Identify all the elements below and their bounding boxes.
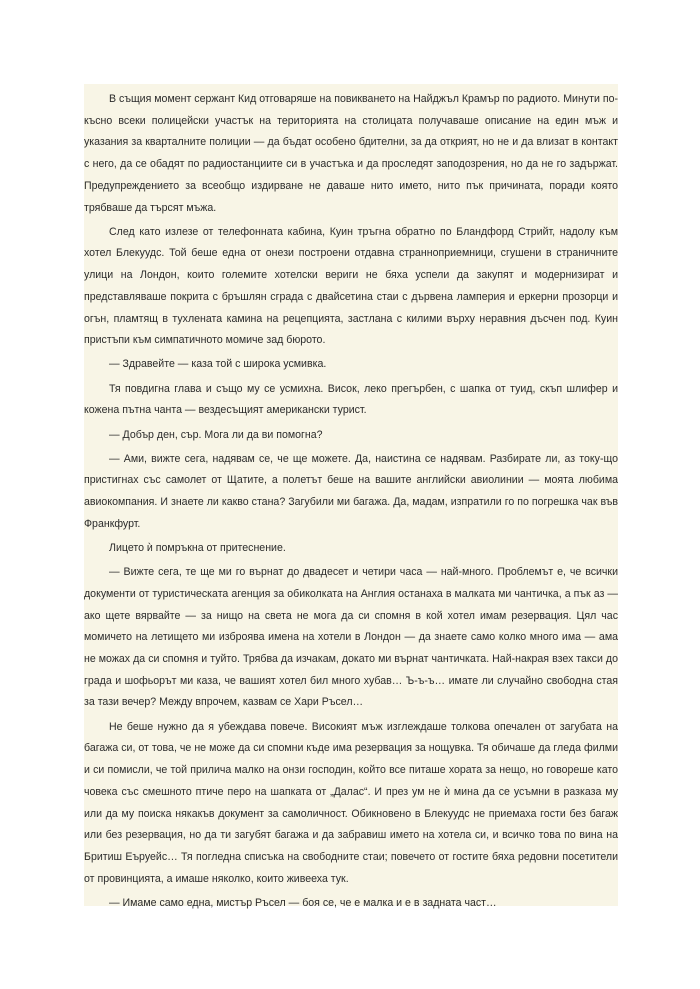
paragraph: — Вижте сега, те ще ми го върнат до двадесет и четири часа — най-много. Проблемът е, че всички документи от туристическата агенция за обиколката на Англия останаха в малката ми чантичка, а пък аз — ако щете вярвайте — за нищо на света не мога да си спомня в кой хотел имам резервация. Цял час момичето на летището ми изброява имена на хотели в Лондон — да знаете само колко много има — ама не можах да си спомня и туйто. Трябва да изчакам, докато ми върнат чантичката. Най-накрая взех такси до града и шофьорът ми каза, че вашият хотел бил много хубав… Ъ-ъ-ъ… имате ли случайно свободна стая за тази вечер? Между впрочем, казвам се Хари Ръсел… xyxy=(84,566,618,709)
paragraph: — Имаме само една, мистър Ръсел — боя се, че е малка и е в задната част… xyxy=(109,896,497,909)
paragraph: След като излезе от телефонната кабина, Куин тръгна обратно по Бландфорд Стрийт, надолу към хотел Блекуудс. Той беше една от онези построени отдавна странноприемници, сгушени в страничните улици на Лондон, които големите хотелски вериги не бяха успели да закупят и модернизират и представляваше покрита с бръшлян сграда с двайсетина стаи с дървена ламперия и еркерни прозорци и огън, пламтящ в тухлената камина на рецепцията, застлана с килими върху неравния дъсчен под. Куин пристъпи към симпатичното момиче зад бюрото. xyxy=(84,225,618,347)
paragraph: — Здравейте — каза той с широка усмивка. xyxy=(109,358,327,371)
paragraph: В същия момент сержант Кид отговаряше на повикването на Найджъл Крамър по радиото. Минути по-късно всеки полицейски участък на територията на столицата получаваше описание на един мъж и указания за кварталните полиции — да бъдат особено бдителни, за да открият, но не и да влизат в контакт с него, да се обадят по радиостанциите си в участъка и да проследят заподозрения, но да не го задържат. Предупреждението за всеобщо издирване не даваше нито името, нито пък причината, поради която трябваше да търсят мъжа. xyxy=(84,93,618,214)
paragraph: Тя повдигна глава и също му се усмихна. Висок, леко прегърбен, с шапка от туид, скъп шлифер и кожена пътна чанта — вездесъщият американски турист. xyxy=(84,382,618,417)
paragraph: Не беше нужно да я убеждава повече. Високият мъж изглеждаше толкова опечален от загубата на багажа си, от това, че не може да си спомни къде има резервация за нощувка. Тя обичаше да гледа филми и си помисли, че той прилича малко на онзи господин, който все питаше хората за нещо, но говореше като човека със смешното птиче перо на шапката от „Далас“. И през ум не ѝ мина да се усъмни в разказа му или да му поиска някакъв документ за самоличност. Обикновено в Блекуудс не приемаха гости без багаж или без резервация, но да ти загубят багажа и да забравиш името на хотела си, и всичко това по вина на Бритиш Еъруейс… Тя погледна списъка на свободните стаи; повечето от гостите бяха редовни посетители от провинцията, а имаше няколко, които живееха тук. xyxy=(84,720,618,885)
document-body xyxy=(84,89,618,917)
paragraph: Лицето ѝ помръкна от притеснение. xyxy=(109,542,286,555)
paragraph: — Добър ден, сър. Мога ли да ви помогна? xyxy=(109,428,323,441)
paragraph: — Ами, вижте сега, надявам се, че ще можете. Да, наистина се надявам. Разбирате ли, аз току-що пристигнах със самолет от Щатите, а полетът беше на вашите английски авиолинии — моята любима авиокомпания. И знаете ли какво стана? Загубили ми багажа. Да, мадам, изпратили го по погрешка чак във Франкфурт. xyxy=(84,452,618,530)
